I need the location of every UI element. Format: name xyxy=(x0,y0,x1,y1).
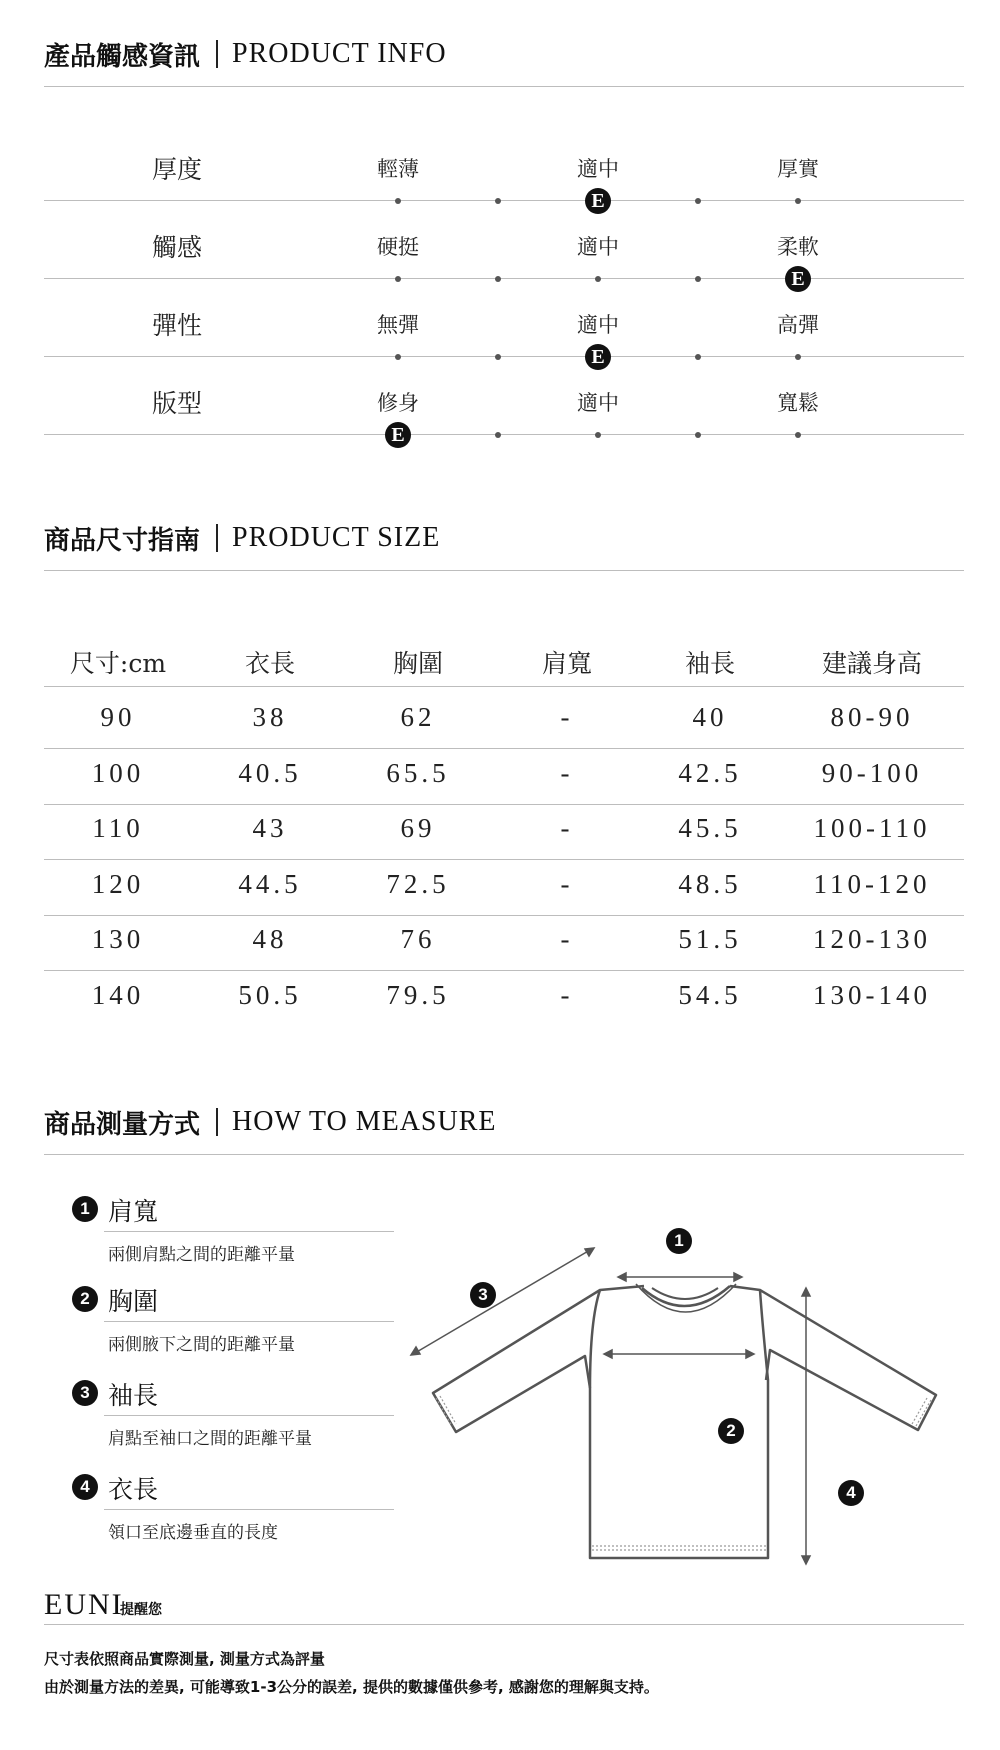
table-cell: 65.5 xyxy=(386,757,450,788)
table-cell: 100-110 xyxy=(813,813,931,843)
scale-dot xyxy=(695,432,701,438)
table-cell: 100 xyxy=(91,757,145,788)
table-cell: 45.5 xyxy=(678,813,742,843)
table-cell: - xyxy=(560,924,574,954)
table-cell: 120 xyxy=(91,868,145,899)
option-label: 柔軟 xyxy=(777,235,819,259)
measure-desc: 肩點至袖口之間的距離平量 xyxy=(108,1429,312,1449)
selected-marker-icon: E xyxy=(585,344,611,370)
remind-label: 提醒您 xyxy=(120,1602,162,1618)
measure-label: 袖長 xyxy=(108,1381,159,1410)
table-cell: 48 xyxy=(252,924,288,954)
table-cell: 140 xyxy=(91,979,145,1010)
selected-marker-icon: E xyxy=(785,266,811,292)
scale-dot xyxy=(495,276,501,282)
measure-rule xyxy=(104,1321,394,1322)
scale-dot xyxy=(795,432,801,438)
table-cell: 62 xyxy=(400,702,436,732)
option-label: 適中 xyxy=(577,235,619,259)
table-cell: 79.5 xyxy=(386,979,450,1010)
measure-label: 肩寬 xyxy=(108,1197,159,1226)
scale-dot xyxy=(595,432,601,438)
table-cell: - xyxy=(560,757,574,788)
shoulder-arrow-head-left xyxy=(618,1273,626,1281)
scale-line xyxy=(44,278,964,279)
number-4-icon: 4 xyxy=(838,1480,864,1506)
number-2-icon: 2 xyxy=(718,1418,744,1444)
measure-desc: 兩側腋下之間的距離平量 xyxy=(108,1335,295,1355)
measure-rule xyxy=(104,1415,394,1416)
hem-ribbing xyxy=(592,1546,766,1550)
section-rule xyxy=(44,86,964,87)
column-header: 胸圍 xyxy=(392,649,443,678)
table-rule xyxy=(44,859,964,860)
table-cell: 72.5 xyxy=(386,868,450,899)
length-arrow-head-top xyxy=(802,1288,810,1296)
measure-label: 衣長 xyxy=(108,1475,159,1504)
option-label: 適中 xyxy=(577,313,619,337)
option-label: 寬鬆 xyxy=(777,391,819,415)
number-3-icon: 3 xyxy=(72,1380,98,1406)
table-cell: 90-100 xyxy=(821,757,923,788)
table-cell: 38 xyxy=(252,702,288,732)
brand-logo: EUNI xyxy=(44,1588,124,1621)
column-header: 尺寸:cm xyxy=(69,649,167,678)
table-cell: 110 xyxy=(92,813,144,843)
chest-arrow-head-left xyxy=(604,1350,612,1358)
measure-desc: 兩側肩點之間的距離平量 xyxy=(108,1245,295,1265)
table-cell: 130-140 xyxy=(813,979,931,1010)
scale-line xyxy=(44,200,964,201)
column-header: 肩寬 xyxy=(541,649,592,678)
sleeve-arrow-head-low xyxy=(411,1347,420,1355)
scale-dot xyxy=(795,354,801,360)
table-cell: 130 xyxy=(91,924,145,954)
footer-rule xyxy=(44,1624,964,1625)
scale-dot xyxy=(495,198,501,204)
chest-arrow-head-right xyxy=(746,1350,754,1358)
scale-line xyxy=(44,356,964,357)
number-4-icon: 4 xyxy=(72,1474,98,1500)
option-label: 無彈 xyxy=(377,313,419,337)
table-cell: - xyxy=(560,979,574,1010)
table-rule xyxy=(44,686,964,687)
attribute-label: 彈性 xyxy=(152,311,203,340)
collar-inner xyxy=(652,1288,718,1299)
table-cell: 69 xyxy=(400,813,436,843)
table-cell: 48.5 xyxy=(678,868,742,899)
table-cell: 40.5 xyxy=(238,757,302,788)
option-label: 適中 xyxy=(577,157,619,181)
table-cell: 76 xyxy=(400,924,436,954)
number-1-icon: 1 xyxy=(666,1228,692,1254)
table-rule xyxy=(44,804,964,805)
table-cell: 40 xyxy=(692,702,728,732)
table-cell: 120-130 xyxy=(813,924,931,954)
section-rule xyxy=(44,1154,964,1155)
product-info-title-zh: 產品觸感資訊 xyxy=(44,41,201,72)
section-rule xyxy=(44,570,964,571)
table-cell: 51.5 xyxy=(678,924,742,954)
length-arrow-head-bottom xyxy=(802,1556,810,1564)
shirt-diagram xyxy=(400,1200,960,1570)
table-cell: - xyxy=(560,702,574,732)
table-cell: - xyxy=(560,868,574,899)
scale-dot xyxy=(695,276,701,282)
attribute-label: 版型 xyxy=(152,389,203,418)
attribute-label: 觸感 xyxy=(152,233,203,262)
option-label: 輕薄 xyxy=(377,157,419,181)
number-3-icon: 3 xyxy=(470,1282,496,1308)
table-rule xyxy=(44,915,964,916)
heading-divider xyxy=(216,40,218,68)
column-header: 袖長 xyxy=(684,649,735,678)
table-rule xyxy=(44,748,964,749)
option-label: 適中 xyxy=(577,391,619,415)
selected-marker-icon: E xyxy=(585,188,611,214)
number-1-icon: 1 xyxy=(72,1196,98,1222)
table-cell: 43 xyxy=(252,813,288,843)
option-label: 厚實 xyxy=(777,157,819,181)
scale-dot xyxy=(795,198,801,204)
product-size-title-en: PRODUCT SIZE xyxy=(232,522,441,553)
scale-line xyxy=(44,434,964,435)
sleeve-arrow-head-high xyxy=(585,1248,594,1256)
table-cell: 50.5 xyxy=(238,979,302,1010)
measure-label: 胸圍 xyxy=(108,1287,159,1316)
table-cell: 42.5 xyxy=(678,757,742,788)
measure-title-en: HOW TO MEASURE xyxy=(232,1106,497,1137)
scale-dot xyxy=(495,432,501,438)
scale-dot xyxy=(695,198,701,204)
option-label: 高彈 xyxy=(777,313,819,337)
heading-divider xyxy=(216,524,218,552)
measure-heading xyxy=(44,1102,496,1142)
table-rule xyxy=(44,970,964,971)
measure-title-zh: 商品測量方式 xyxy=(44,1109,201,1140)
column-header: 衣長 xyxy=(244,649,295,678)
left-cuff-ribbing xyxy=(436,1396,456,1426)
product-info-heading xyxy=(44,34,447,74)
scale-dot xyxy=(395,354,401,360)
table-cell: 54.5 xyxy=(678,979,742,1010)
column-header: 建議身高 xyxy=(821,649,922,678)
product-info-title-en: PRODUCT INFO xyxy=(232,38,447,69)
scale-dot xyxy=(595,276,601,282)
product-size-heading xyxy=(44,518,440,558)
scale-dot xyxy=(395,276,401,282)
measure-desc: 領口至底邊垂直的長度 xyxy=(108,1523,278,1543)
option-label: 硬挺 xyxy=(377,235,419,259)
table-cell: 90 xyxy=(100,702,136,732)
selected-marker-icon: E xyxy=(385,422,411,448)
product-size-title-zh: 商品尺寸指南 xyxy=(44,525,201,556)
footer-note: 由於測量方法的差異, 可能導致1-3公分的誤差, 提供的數據僅供參考, 感謝您的理解與支持。 xyxy=(44,1678,659,1696)
number-2-icon: 2 xyxy=(72,1286,98,1312)
scale-dot xyxy=(495,354,501,360)
measure-rule xyxy=(104,1509,394,1510)
table-cell: - xyxy=(560,813,574,843)
scale-dot xyxy=(395,198,401,204)
sleeve-arrow xyxy=(415,1250,590,1353)
table-cell: 80-90 xyxy=(830,702,914,732)
table-cell: 44.5 xyxy=(238,868,302,899)
attribute-label: 厚度 xyxy=(152,155,203,184)
measure-rule xyxy=(104,1231,394,1232)
footer-note: 尺寸表依照商品實際測量, 測量方式為評量 xyxy=(44,1650,325,1668)
table-cell: 110-120 xyxy=(813,868,931,899)
option-label: 修身 xyxy=(377,391,419,415)
heading-divider xyxy=(216,1108,218,1136)
scale-dot xyxy=(695,354,701,360)
shoulder-arrow-head-right xyxy=(734,1273,742,1281)
